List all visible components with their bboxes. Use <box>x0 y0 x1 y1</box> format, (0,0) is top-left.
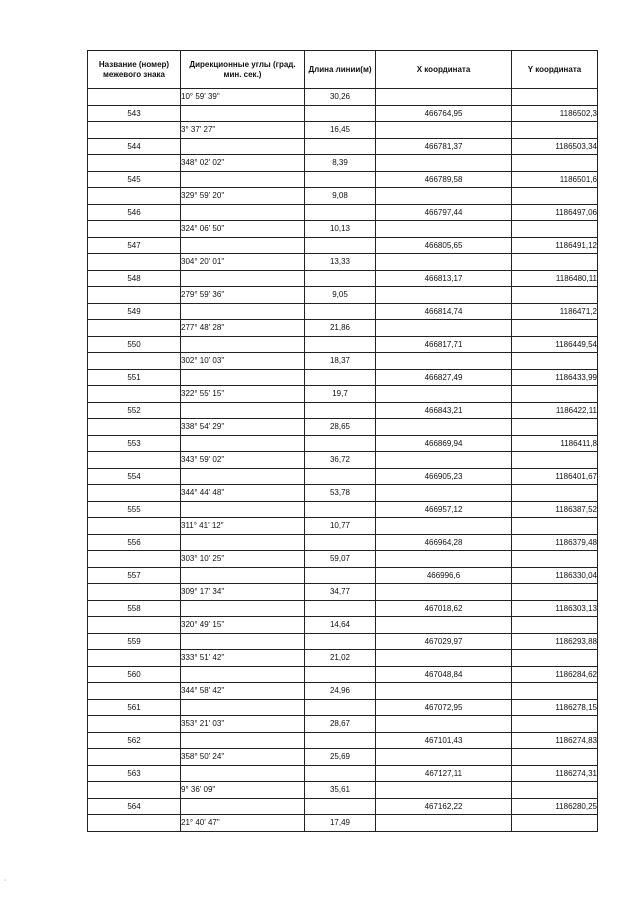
x-coordinate-cell <box>376 716 512 733</box>
direction-angle-cell <box>181 732 305 749</box>
segment-row <box>88 122 598 139</box>
x-coordinate-cell: 466789,58 <box>376 171 512 188</box>
point-name-cell <box>88 89 181 106</box>
point-name-cell: 546 <box>88 204 181 221</box>
segment-row <box>88 683 598 700</box>
segment-row <box>88 749 598 766</box>
direction-angle-cell: 344° 58' 42" <box>181 683 305 700</box>
direction-angle-cell: 348° 02' 02" <box>181 155 305 172</box>
x-coordinate-cell <box>376 650 512 667</box>
x-coordinate-cell <box>376 287 512 304</box>
y-coordinate-cell <box>512 518 598 535</box>
y-coordinate-cell: 1186284,62 <box>512 666 598 683</box>
y-coordinate-cell: 1186303,13 <box>512 600 598 617</box>
point-row <box>88 600 598 617</box>
x-coordinate-cell <box>376 122 512 139</box>
line-length-cell: 59,07 <box>305 551 376 568</box>
line-length-cell: 24,96 <box>305 683 376 700</box>
x-coordinate-cell: 467018,62 <box>376 600 512 617</box>
line-length-cell <box>305 336 376 353</box>
segment-row <box>88 452 598 469</box>
line-length-cell <box>305 600 376 617</box>
line-length-cell: 36,72 <box>305 452 376 469</box>
point-name-cell <box>88 221 181 238</box>
point-row <box>88 237 598 254</box>
direction-angle-cell <box>181 798 305 815</box>
boundary-coordinates-table <box>87 50 598 832</box>
point-row <box>88 798 598 815</box>
y-coordinate-cell: 1186387,52 <box>512 501 598 518</box>
x-coordinate-cell: 466964,28 <box>376 534 512 551</box>
point-row <box>88 699 598 716</box>
y-coordinate-cell: 1186330,04 <box>512 567 598 584</box>
segment-row <box>88 551 598 568</box>
line-length-cell: 16,45 <box>305 122 376 139</box>
line-length-cell: 13,33 <box>305 254 376 271</box>
point-row <box>88 567 598 584</box>
direction-angle-cell: 344° 44' 48" <box>181 485 305 502</box>
point-row <box>88 501 598 518</box>
point-name-cell <box>88 584 181 601</box>
line-length-cell <box>305 699 376 716</box>
x-coordinate-cell: 466869,94 <box>376 435 512 452</box>
direction-angle-cell: 279° 59' 36" <box>181 287 305 304</box>
segment-row <box>88 485 598 502</box>
x-coordinate-cell <box>376 419 512 436</box>
direction-angle-cell <box>181 666 305 683</box>
direction-angle-cell: 322° 55' 15" <box>181 386 305 403</box>
point-name-cell <box>88 749 181 766</box>
direction-angle-cell: 333° 51' 42" <box>181 650 305 667</box>
line-length-cell: 9,05 <box>305 287 376 304</box>
point-name-cell <box>88 419 181 436</box>
line-length-cell <box>305 105 376 122</box>
line-length-cell <box>305 501 376 518</box>
direction-angle-cell: 338° 54' 29" <box>181 419 305 436</box>
header-angle: Дирекционные углы (град. мин. сек.) <box>181 51 305 89</box>
line-length-cell: 14,64 <box>305 617 376 634</box>
line-length-cell: 17,49 <box>305 815 376 832</box>
point-name-cell <box>88 518 181 535</box>
y-coordinate-cell <box>512 353 598 370</box>
y-coordinate-cell: 1186280,25 <box>512 798 598 815</box>
x-coordinate-cell: 467162,22 <box>376 798 512 815</box>
point-name-cell <box>88 485 181 502</box>
point-name-cell <box>88 353 181 370</box>
y-coordinate-cell <box>512 254 598 271</box>
point-name-cell: 555 <box>88 501 181 518</box>
direction-angle-cell: 277° 48' 28" <box>181 320 305 337</box>
line-length-cell: 10,13 <box>305 221 376 238</box>
line-length-cell <box>305 633 376 650</box>
point-row <box>88 369 598 386</box>
y-coordinate-cell <box>512 617 598 634</box>
line-length-cell <box>305 270 376 287</box>
x-coordinate-cell: 467101,43 <box>376 732 512 749</box>
header-length: Длина линии(м) <box>305 51 376 89</box>
point-name-cell <box>88 551 181 568</box>
y-coordinate-cell <box>512 716 598 733</box>
x-coordinate-cell: 466996,6 <box>376 567 512 584</box>
header-name: Название (номер) межевого знака <box>88 51 181 89</box>
direction-angle-cell: 303° 10' 25" <box>181 551 305 568</box>
direction-angle-cell: 311° 41' 12" <box>181 518 305 535</box>
y-coordinate-cell <box>512 155 598 172</box>
y-coordinate-cell <box>512 683 598 700</box>
header-y: Y координата <box>512 51 598 89</box>
margin-mark: · <box>4 877 7 884</box>
y-coordinate-cell <box>512 782 598 799</box>
point-name-cell: 543 <box>88 105 181 122</box>
point-name-cell <box>88 287 181 304</box>
line-length-cell <box>305 798 376 815</box>
y-coordinate-cell: 1186433,99 <box>512 369 598 386</box>
segment-row <box>88 188 598 205</box>
point-name-cell: 550 <box>88 336 181 353</box>
line-length-cell <box>305 303 376 320</box>
line-length-cell: 21,02 <box>305 650 376 667</box>
direction-angle-cell <box>181 435 305 452</box>
y-coordinate-cell <box>512 650 598 667</box>
direction-angle-cell: 10° 59' 39" <box>181 89 305 106</box>
segment-row <box>88 287 598 304</box>
point-row <box>88 732 598 749</box>
y-coordinate-cell: 1186422,11 <box>512 402 598 419</box>
direction-angle-cell <box>181 765 305 782</box>
x-coordinate-cell <box>376 188 512 205</box>
y-coordinate-cell <box>512 584 598 601</box>
x-coordinate-cell: 467072,95 <box>376 699 512 716</box>
point-name-cell <box>88 188 181 205</box>
x-coordinate-cell <box>376 221 512 238</box>
point-name-cell: 548 <box>88 270 181 287</box>
direction-angle-cell: 3° 37' 27" <box>181 122 305 139</box>
x-coordinate-cell: 467048,84 <box>376 666 512 683</box>
point-row <box>88 171 598 188</box>
y-coordinate-cell: 1186491,12 <box>512 237 598 254</box>
point-name-cell: 561 <box>88 699 181 716</box>
segment-row <box>88 650 598 667</box>
line-length-cell <box>305 237 376 254</box>
direction-angle-cell <box>181 336 305 353</box>
x-coordinate-cell: 466817,71 <box>376 336 512 353</box>
y-coordinate-cell: 1186503,34 <box>512 138 598 155</box>
direction-angle-cell: 309° 17' 34" <box>181 584 305 601</box>
y-coordinate-cell <box>512 188 598 205</box>
line-length-cell: 18,37 <box>305 353 376 370</box>
direction-angle-cell <box>181 171 305 188</box>
point-name-cell: 552 <box>88 402 181 419</box>
line-length-cell <box>305 732 376 749</box>
point-name-cell: 558 <box>88 600 181 617</box>
direction-angle-cell <box>181 369 305 386</box>
direction-angle-cell <box>181 468 305 485</box>
point-name-cell <box>88 386 181 403</box>
y-coordinate-cell: 1186274,83 <box>512 732 598 749</box>
x-coordinate-cell: 466814,74 <box>376 303 512 320</box>
y-coordinate-cell: 1186449,54 <box>512 336 598 353</box>
line-length-cell: 9,08 <box>305 188 376 205</box>
line-length-cell <box>305 171 376 188</box>
point-name-cell <box>88 683 181 700</box>
y-coordinate-cell: 1186411,8 <box>512 435 598 452</box>
line-length-cell <box>305 468 376 485</box>
point-name-cell: 544 <box>88 138 181 155</box>
x-coordinate-cell: 466764,95 <box>376 105 512 122</box>
point-name-cell <box>88 716 181 733</box>
line-length-cell: 34,77 <box>305 584 376 601</box>
x-coordinate-cell <box>376 683 512 700</box>
segment-row <box>88 254 598 271</box>
direction-angle-cell: 353° 21' 03" <box>181 716 305 733</box>
line-length-cell: 25,69 <box>305 749 376 766</box>
direction-angle-cell: 302° 10' 03" <box>181 353 305 370</box>
x-coordinate-cell <box>376 353 512 370</box>
point-row <box>88 633 598 650</box>
point-row <box>88 138 598 155</box>
header-x: X координата <box>376 51 512 89</box>
point-name-cell: 564 <box>88 798 181 815</box>
point-name-cell <box>88 782 181 799</box>
direction-angle-cell <box>181 303 305 320</box>
point-name-cell: 554 <box>88 468 181 485</box>
x-coordinate-cell: 466813,17 <box>376 270 512 287</box>
point-row <box>88 105 598 122</box>
y-coordinate-cell <box>512 452 598 469</box>
y-coordinate-cell: 1186502,3 <box>512 105 598 122</box>
point-name-cell: 553 <box>88 435 181 452</box>
y-coordinate-cell <box>512 419 598 436</box>
y-coordinate-cell: 1186278,15 <box>512 699 598 716</box>
line-length-cell <box>305 666 376 683</box>
point-name-cell: 563 <box>88 765 181 782</box>
y-coordinate-cell <box>512 386 598 403</box>
direction-angle-cell <box>181 633 305 650</box>
point-name-cell: 556 <box>88 534 181 551</box>
point-name-cell <box>88 815 181 832</box>
y-coordinate-cell: 1186497,06 <box>512 204 598 221</box>
point-name-cell <box>88 122 181 139</box>
x-coordinate-cell <box>376 749 512 766</box>
point-name-cell <box>88 650 181 667</box>
x-coordinate-cell <box>376 386 512 403</box>
point-row <box>88 468 598 485</box>
point-row <box>88 435 598 452</box>
segment-row <box>88 716 598 733</box>
point-name-cell: 549 <box>88 303 181 320</box>
point-row <box>88 666 598 683</box>
line-length-cell <box>305 402 376 419</box>
point-row <box>88 303 598 320</box>
line-length-cell <box>305 138 376 155</box>
y-coordinate-cell <box>512 485 598 502</box>
y-coordinate-cell: 1186501,6 <box>512 171 598 188</box>
point-name-cell: 560 <box>88 666 181 683</box>
direction-angle-cell: 358° 50' 24" <box>181 749 305 766</box>
point-name-cell: 545 <box>88 171 181 188</box>
line-length-cell: 10,77 <box>305 518 376 535</box>
y-coordinate-cell: 1186471,2 <box>512 303 598 320</box>
y-coordinate-cell: 1186293,88 <box>512 633 598 650</box>
x-coordinate-cell <box>376 452 512 469</box>
direction-angle-cell <box>181 105 305 122</box>
direction-angle-cell: 21° 40' 47" <box>181 815 305 832</box>
y-coordinate-cell: 1186401,67 <box>512 468 598 485</box>
point-row <box>88 402 598 419</box>
point-name-cell <box>88 155 181 172</box>
direction-angle-cell <box>181 270 305 287</box>
segment-row <box>88 221 598 238</box>
direction-angle-cell <box>181 402 305 419</box>
point-name-cell <box>88 452 181 469</box>
point-row <box>88 765 598 782</box>
x-coordinate-cell <box>376 782 512 799</box>
point-row <box>88 270 598 287</box>
direction-angle-cell <box>181 501 305 518</box>
direction-angle-cell <box>181 600 305 617</box>
point-name-cell <box>88 617 181 634</box>
table-header-row <box>88 51 598 89</box>
direction-angle-cell <box>181 699 305 716</box>
y-coordinate-cell: 1186274,31 <box>512 765 598 782</box>
x-coordinate-cell <box>376 518 512 535</box>
segment-row <box>88 617 598 634</box>
point-name-cell: 551 <box>88 369 181 386</box>
direction-angle-cell: 304° 20' 01" <box>181 254 305 271</box>
x-coordinate-cell <box>376 617 512 634</box>
segment-row <box>88 89 598 106</box>
x-coordinate-cell: 466827,49 <box>376 369 512 386</box>
line-length-cell <box>305 204 376 221</box>
line-length-cell <box>305 369 376 386</box>
y-coordinate-cell <box>512 815 598 832</box>
line-length-cell: 53,78 <box>305 485 376 502</box>
x-coordinate-cell: 466905,23 <box>376 468 512 485</box>
x-coordinate-cell <box>376 155 512 172</box>
x-coordinate-cell <box>376 254 512 271</box>
point-row <box>88 204 598 221</box>
line-length-cell <box>305 435 376 452</box>
segment-row <box>88 584 598 601</box>
y-coordinate-cell <box>512 287 598 304</box>
x-coordinate-cell <box>376 320 512 337</box>
line-length-cell <box>305 765 376 782</box>
point-name-cell: 562 <box>88 732 181 749</box>
point-name-cell: 559 <box>88 633 181 650</box>
line-length-cell: 28,65 <box>305 419 376 436</box>
direction-angle-cell <box>181 204 305 221</box>
direction-angle-cell <box>181 567 305 584</box>
x-coordinate-cell <box>376 815 512 832</box>
segment-row <box>88 320 598 337</box>
point-name-cell: 547 <box>88 237 181 254</box>
x-coordinate-cell: 466781,37 <box>376 138 512 155</box>
y-coordinate-cell <box>512 221 598 238</box>
line-length-cell <box>305 567 376 584</box>
line-length-cell: 21,86 <box>305 320 376 337</box>
x-coordinate-cell: 467029,97 <box>376 633 512 650</box>
direction-angle-cell: 9° 36' 09" <box>181 782 305 799</box>
direction-angle-cell: 324° 06' 50" <box>181 221 305 238</box>
x-coordinate-cell <box>376 584 512 601</box>
point-row <box>88 534 598 551</box>
point-name-cell <box>88 320 181 337</box>
line-length-cell: 30,26 <box>305 89 376 106</box>
direction-angle-cell: 343° 59' 02" <box>181 452 305 469</box>
x-coordinate-cell: 466797,44 <box>376 204 512 221</box>
direction-angle-cell: 329° 59' 20" <box>181 188 305 205</box>
y-coordinate-cell <box>512 89 598 106</box>
table-body <box>88 89 598 832</box>
direction-angle-cell <box>181 138 305 155</box>
segment-row <box>88 815 598 832</box>
x-coordinate-cell <box>376 89 512 106</box>
line-length-cell <box>305 534 376 551</box>
line-length-cell: 8,39 <box>305 155 376 172</box>
y-coordinate-cell <box>512 320 598 337</box>
point-name-cell: 557 <box>88 567 181 584</box>
x-coordinate-cell: 466957,12 <box>376 501 512 518</box>
segment-row <box>88 782 598 799</box>
point-row <box>88 336 598 353</box>
segment-row <box>88 155 598 172</box>
line-length-cell: 28,67 <box>305 716 376 733</box>
x-coordinate-cell <box>376 551 512 568</box>
line-length-cell: 19,7 <box>305 386 376 403</box>
segment-row <box>88 353 598 370</box>
line-length-cell: 35,61 <box>305 782 376 799</box>
x-coordinate-cell: 466805,65 <box>376 237 512 254</box>
y-coordinate-cell <box>512 749 598 766</box>
point-name-cell <box>88 254 181 271</box>
direction-angle-cell <box>181 534 305 551</box>
segment-row <box>88 386 598 403</box>
y-coordinate-cell <box>512 122 598 139</box>
y-coordinate-cell <box>512 551 598 568</box>
x-coordinate-cell: 467127,11 <box>376 765 512 782</box>
y-coordinate-cell: 1186480,11 <box>512 270 598 287</box>
y-coordinate-cell: 1186379,48 <box>512 534 598 551</box>
direction-angle-cell: 320° 49' 15" <box>181 617 305 634</box>
x-coordinate-cell <box>376 485 512 502</box>
x-coordinate-cell: 466843,21 <box>376 402 512 419</box>
segment-row <box>88 419 598 436</box>
direction-angle-cell <box>181 237 305 254</box>
segment-row <box>88 518 598 535</box>
